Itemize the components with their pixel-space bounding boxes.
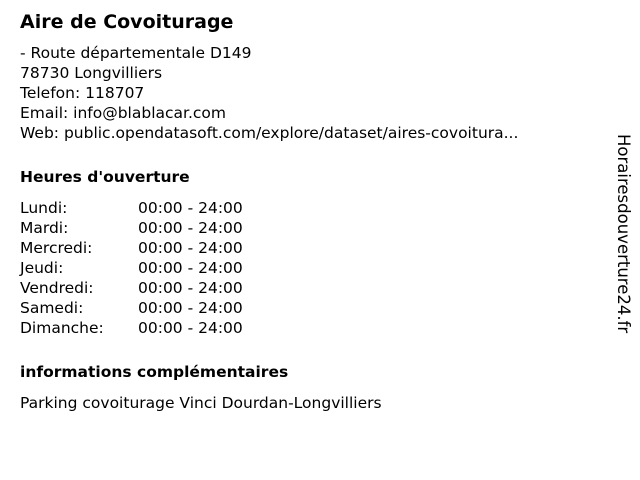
hours-day: Jeudi: <box>20 259 64 277</box>
hours-time: 00:00 - 24:00 <box>138 219 243 237</box>
address-street: - Route départementale D149 <box>20 44 252 62</box>
site-watermark-text: Horairesdouverture24.fr <box>614 134 633 334</box>
hours-row <box>20 218 243 238</box>
hours-time: 00:00 - 24:00 <box>138 319 243 337</box>
hours-row <box>20 298 243 318</box>
place-title: Aire de Covoiturage <box>20 11 234 33</box>
email-line: Email: info@blablacar.com <box>20 104 227 122</box>
hours-time: 00:00 - 24:00 <box>138 299 243 317</box>
web-line: Web: public.opendatasoft.com/explore/dataset/aires-covoitura... <box>20 124 519 142</box>
hours-time: 00:00 - 24:00 <box>138 199 243 217</box>
hours-row <box>20 238 243 258</box>
site-watermark <box>612 134 636 374</box>
place-card <box>20 10 600 413</box>
hours-day: Lundi: <box>20 199 68 217</box>
hours-day: Dimanche: <box>20 319 104 337</box>
hours-time: 00:00 - 24:00 <box>138 279 243 297</box>
hours-day: Mercredi: <box>20 239 93 257</box>
hours-time: 00:00 - 24:00 <box>138 259 243 277</box>
address-city: 78730 Longvilliers <box>20 64 163 82</box>
info-text: Parking covoiturage Vinci Dourdan-Longvilliers <box>20 394 382 412</box>
hours-heading: Heures d'ouverture <box>20 168 190 186</box>
hours-row <box>20 318 243 338</box>
address-block <box>20 43 600 143</box>
hours-row <box>20 198 243 218</box>
hours-day: Vendredi: <box>20 279 94 297</box>
hours-time: 00:00 - 24:00 <box>138 239 243 257</box>
hours-table <box>20 198 243 338</box>
hours-day: Mardi: <box>20 219 69 237</box>
hours-row <box>20 278 243 298</box>
hours-day: Samedi: <box>20 299 84 317</box>
info-heading: informations complémentaires <box>20 363 289 381</box>
phone-line: Telefon: 118707 <box>20 84 145 102</box>
hours-row <box>20 258 243 278</box>
